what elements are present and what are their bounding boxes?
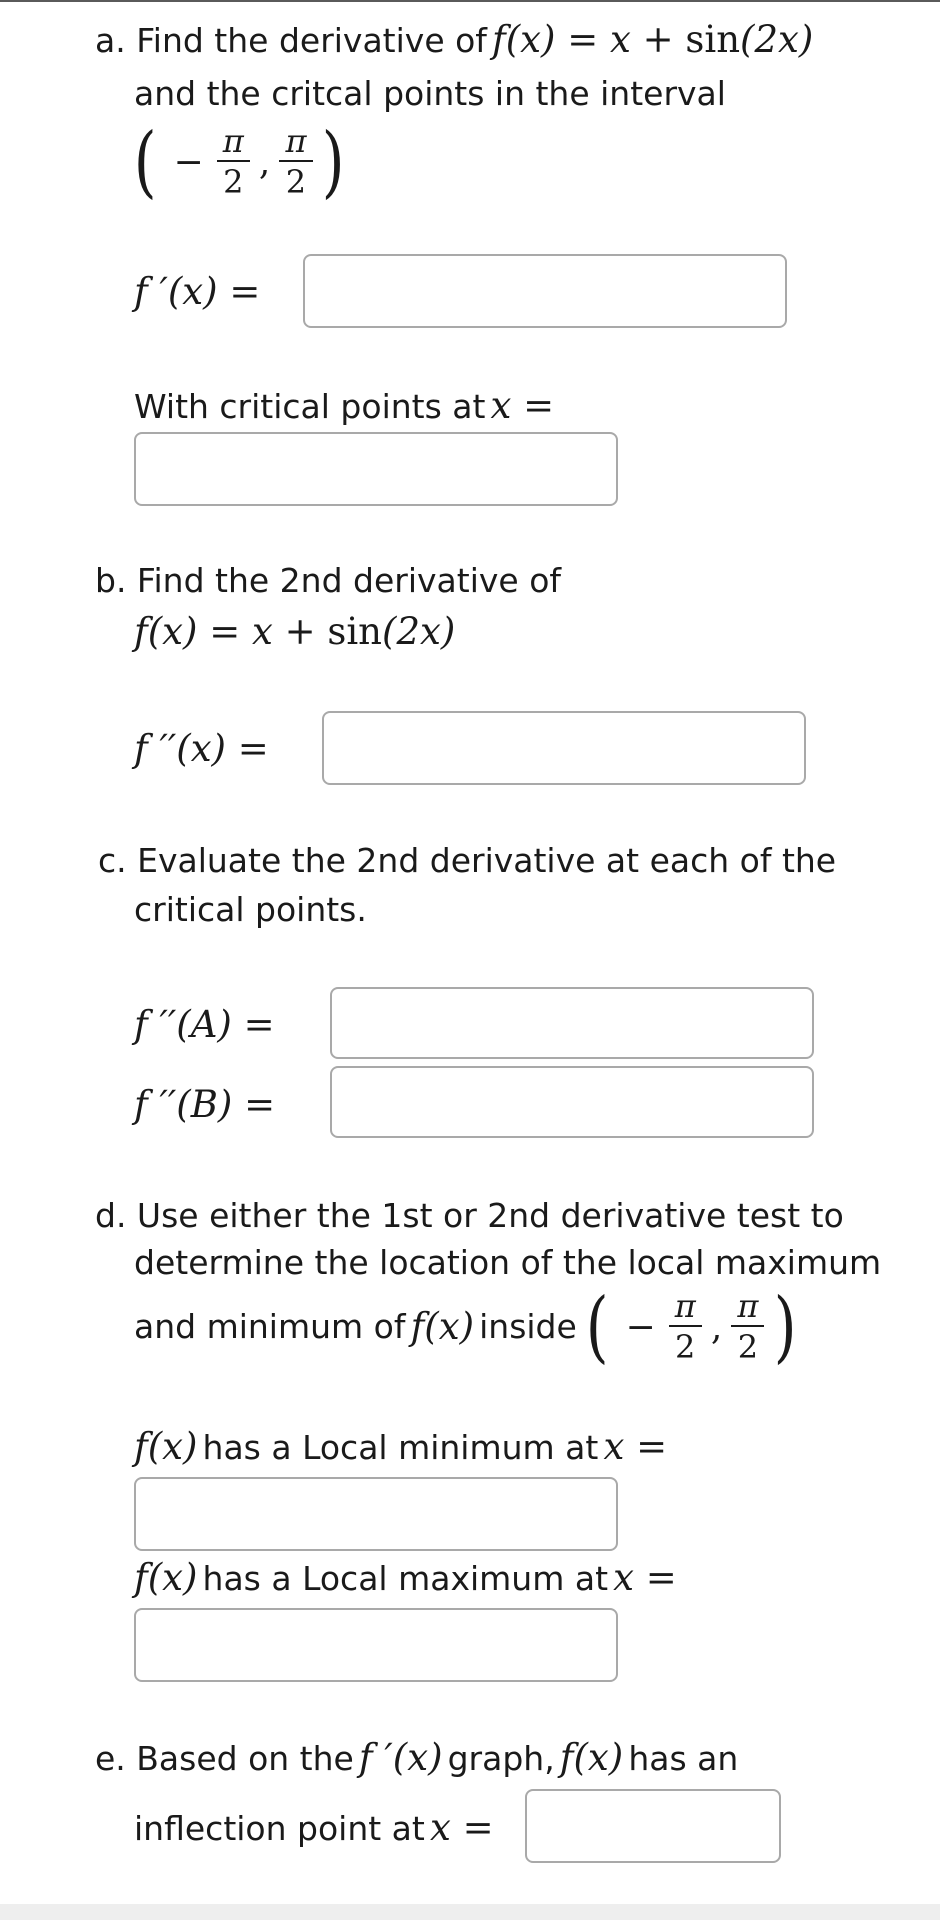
second-derivative-B-label: f ′′(B) = — [134, 1083, 276, 1126]
derivative-input[interactable] — [303, 254, 787, 328]
part-d-interval — [582, 1282, 800, 1372]
part-a-function: f(x) = x + sin(2x) — [492, 18, 814, 61]
right-paren: ) — [773, 1282, 797, 1372]
part-c-line1: c. Evaluate the 2nd derivative at each of the — [98, 841, 837, 880]
top-divider — [0, 0, 940, 2]
part-e-line1 — [95, 1736, 738, 1781]
second-derivative-input[interactable] — [322, 711, 806, 785]
minus-sign: − — [625, 1306, 656, 1348]
local-minimum-prompt — [134, 1425, 667, 1470]
fraction-bar — [279, 160, 312, 162]
part-e-prefix: e. Based on the — [95, 1739, 354, 1778]
fraction-numerator: π — [674, 1287, 696, 1325]
fraction-denominator: 2 — [737, 1328, 759, 1366]
fraction-bar — [669, 1325, 702, 1327]
minus-sign: − — [173, 141, 204, 183]
second-derivative-A-input[interactable] — [330, 987, 814, 1059]
critical-points-prompt — [134, 384, 554, 429]
local-maximum-input[interactable] — [134, 1608, 618, 1682]
fraction-denominator: 2 — [223, 163, 244, 201]
part-a-interval — [130, 118, 348, 206]
fraction-numerator: π — [737, 1287, 759, 1325]
fraction-bar — [217, 160, 250, 162]
critical-points-text: With critical points at — [134, 387, 486, 426]
local-maximum-fx: f(x) — [134, 1556, 198, 1599]
local-minimum-text: has a Local minimum at — [202, 1428, 599, 1467]
part-d-line3-prefix: and minimum of — [134, 1307, 406, 1346]
fraction-numerator: π — [285, 122, 307, 160]
local-minimum-fx: f(x) — [134, 1425, 198, 1468]
inflection-point-input[interactable] — [525, 1789, 781, 1863]
fraction-pi-over-2 — [217, 124, 250, 200]
part-e-suffix: has an — [628, 1739, 739, 1778]
part-a-line1 — [95, 18, 813, 63]
second-derivative-label: f ′′(x) = — [134, 727, 269, 770]
part-d-line3-suffix: inside — [479, 1307, 577, 1346]
interval-comma: , — [710, 1306, 723, 1348]
critical-points-var: x = — [490, 384, 555, 427]
part-e-mid: graph, — [447, 1739, 555, 1778]
part-b-function: f(x) = x + sin(2x) — [134, 610, 456, 653]
local-minimum-var: x = — [603, 1425, 668, 1468]
part-e-fx: f(x) — [559, 1736, 624, 1779]
fraction-bar — [731, 1325, 764, 1327]
local-maximum-prompt — [134, 1556, 677, 1601]
inflection-point-var: x = — [429, 1806, 494, 1849]
part-a-label: a. Find the derivative of — [95, 21, 487, 60]
left-paren: ( — [133, 117, 157, 207]
part-e-fprime: f ′(x) — [358, 1736, 443, 1779]
part-d-line1: d. Use either the 1st or 2nd derivative test to — [95, 1196, 844, 1235]
fraction-pi-over-2 — [279, 124, 312, 200]
fraction-pi-over-2 — [669, 1289, 702, 1365]
local-maximum-var: x = — [613, 1556, 677, 1599]
derivative-label: f ′(x) = — [134, 270, 261, 313]
part-d-line3 — [134, 1283, 800, 1371]
fraction-pi-over-2 — [731, 1289, 764, 1365]
part-d-fx: f(x) — [410, 1305, 475, 1348]
second-derivative-B-input[interactable] — [330, 1066, 814, 1138]
local-maximum-text: has a Local maximum at — [202, 1559, 609, 1598]
left-paren: ( — [585, 1282, 609, 1372]
fraction-numerator: π — [222, 122, 244, 160]
part-a-line2: and the critcal points in the interval — [134, 74, 726, 113]
local-minimum-input[interactable] — [134, 1477, 618, 1551]
critical-points-input[interactable] — [134, 432, 618, 506]
part-e-line2 — [134, 1806, 494, 1851]
part-b-label: b. Find the 2nd derivative of — [95, 561, 561, 600]
second-derivative-A-label: f ′′(A) = — [134, 1003, 275, 1046]
part-c-line2: critical points. — [134, 890, 367, 929]
part-d-line2: determine the location of the local maximum — [134, 1243, 882, 1282]
interval-comma: , — [258, 141, 271, 183]
right-paren: ) — [321, 117, 345, 207]
bottom-band — [0, 1904, 940, 1920]
inflection-point-text: inflection point at — [134, 1809, 425, 1848]
fraction-denominator: 2 — [285, 163, 307, 201]
fraction-denominator: 2 — [675, 1328, 696, 1366]
